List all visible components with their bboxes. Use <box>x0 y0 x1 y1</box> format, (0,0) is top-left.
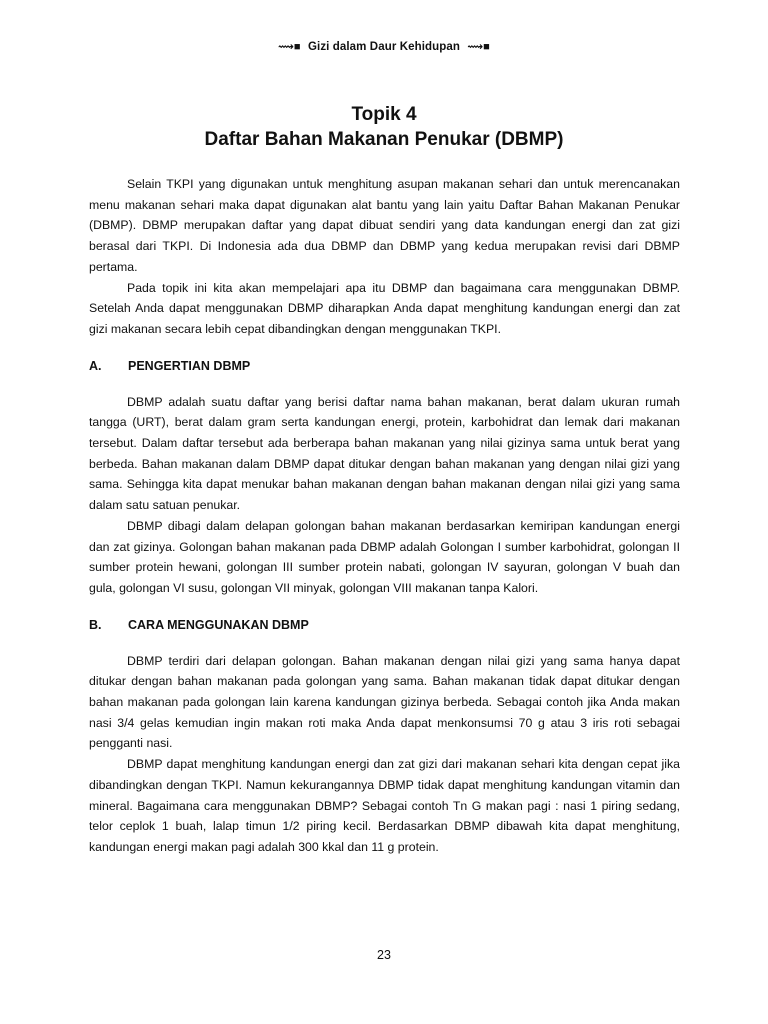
section-title: PENGERTIAN DBMP <box>128 358 251 373</box>
section-paragraph: DBMP dibagi dalam delapan golongan bahan makanan berdasarkan kemiripan kandungan energi dan zat gizinya. Golongan bahan makanan pada DBMP adalah Golongan I sumber karbohidrat, golongan II sumber protein hewani, golongan III sumber protein nabati, golongan IV sayuran, golongan V buah dan gula, golongan VI susu, golongan VII minyak, golongan VIII makanan tanpa Kalori. <box>89 518 680 595</box>
section-heading-cara <box>89 615 680 635</box>
page-number: 23 <box>377 948 391 962</box>
section-paragraph: DBMP dapat menghitung kandungan energi dan zat gizi dari makanan sehari kita dengan cepat jika dibandingkan dengan TKPI. Namun kekurangannya DBMP tidak dapat menghitung kandungan vitamin dan mineral. Bagaimana cara menggunakan DBMP? Sebagai contoh Tn G makan pagi : nasi 1 piring sedang, telor ceplok 1 buah, lalap timun 1/2 piring kecil. Berdasarkan DBMP dibawah kita dapat menghitung, kandungan energi makan pagi adalah 300 kkal dan 11 g protein. <box>89 757 680 854</box>
intro-paragraph: Pada topik ini kita akan mempelajari apa itu DBMP dan bagaimana cara menggunakan DBMP. Setelah Anda dapat menggunakan DBMP diharapkan Anda dapat menghitung kandungan energi dan zat gizi makanan secara lebih cepat dibandingkan dengan menggunakan TKPI. <box>89 280 680 336</box>
section-letter: A. <box>89 358 102 373</box>
section-heading-pengertian <box>89 356 680 376</box>
section-letter: B. <box>89 617 102 632</box>
running-header <box>0 40 768 53</box>
section-paragraph: DBMP adalah suatu daftar yang berisi daftar nama bahan makanan, berat dalam ukuran rumah tangga (URT), berat dalam gram serta kandungan energi, protein, karbohidrat dan lemak dari makanan tersebut. Dalam daftar tersebut ada berberapa bahan makanan yang nilai gizinya sama untuk berat yang berbeda. Bahan makanan dalam DBMP dapat ditukar dengan bahan makanan yang dengan nilai gizi yang sama. Sehingga kita dapat menukar bahan makanan dengan bahan makanan dengan nilai gizi yang sama dalam satu satuan penukar. <box>89 394 680 513</box>
arrow-square-ornament-icon: ⟿■ <box>278 41 301 53</box>
running-header-title: Gizi dalam Daur Kehidupan <box>307 41 461 53</box>
section-paragraph: DBMP terdiri dari delapan golongan. Bahan makanan dengan nilai gizi yang sama hanya dapat ditukar dengan bahan makanan pada golongan yang sama. Bahan makanan tidak dapat ditukar dengan bahan makanan pada golongan lain karena kandungan gizinya berbeda. Sebagai contoh jika Anda makan nasi 3/4 gelas kemudian ingin makan roti maka Anda dapat menkonsumsi 70 g atau 3 iris roti sebagai pengganti nasi. <box>89 653 680 751</box>
arrow-square-ornament-icon: ⟿■ <box>467 41 490 53</box>
section-title: CARA MENGGUNAKAN DBMP <box>128 617 309 632</box>
intro-paragraph: Selain TKPI yang digunakan untuk menghitung asupan makanan sehari dan untuk merencanakan menu makanan sehari maka dapat digunakan alat bantu yang lain yaitu Daftar Bahan Makanan Penukar (DBMP). DBMP merupakan daftar yang dapat dibuat sendiri yang data kandungan energi dan zat gizi berasal dari TKPI. Di Indonesia ada dua DBMP dan DBMP yang kedua merupakan revisi dari DBMP pertama. <box>89 177 680 274</box>
topic-subtitle: Daftar Bahan Makanan Penukar (DBMP) <box>204 129 564 150</box>
topic-title: Topik 4 <box>351 104 417 125</box>
page-body <box>89 174 680 858</box>
